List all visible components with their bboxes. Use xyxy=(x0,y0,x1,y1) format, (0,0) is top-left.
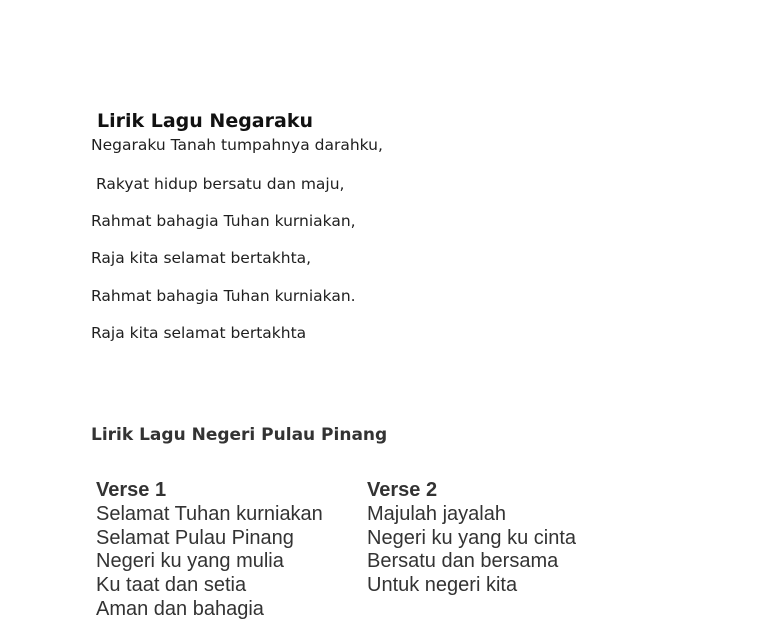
verse-heading: Verse 2 xyxy=(367,479,438,501)
negaraku-title: Lirik Lagu Negaraku xyxy=(97,110,313,132)
verse-line: Untuk negeri kita xyxy=(367,574,518,597)
verse-line: Selamat Pulau Pinang xyxy=(96,526,294,549)
verse-line: Negeri ku yang mulia xyxy=(96,550,284,573)
pulau-pinang-title: Lirik Lagu Negeri Pulau Pinang xyxy=(91,425,388,445)
negaraku-lyric-line: Rakyat hidup bersatu dan maju, xyxy=(96,175,345,193)
verse-1-block xyxy=(96,479,323,622)
verse-line: Bersatu dan bersama xyxy=(367,550,559,573)
verse-2-block xyxy=(367,479,576,598)
negaraku-lyric-line: Raja kita selamat bertakhta xyxy=(91,324,307,342)
verse-line: Selamat Tuhan kurniakan xyxy=(96,502,323,525)
negaraku-lyric-line: Rahmat bahagia Tuhan kurniakan, xyxy=(91,212,356,230)
verse-line: Aman dan bahagia xyxy=(96,597,264,620)
negaraku-lyric-line: Negaraku Tanah tumpahnya darahku, xyxy=(91,136,383,154)
verse-line: Majulah jayalah xyxy=(367,502,506,525)
verse-line: Ku taat dan setia xyxy=(96,574,247,597)
verse-heading: Verse 1 xyxy=(96,479,167,501)
negaraku-lyric-line: Raja kita selamat bertakhta, xyxy=(91,249,312,267)
verse-line: Negeri ku yang ku cinta xyxy=(367,526,577,549)
negaraku-lyric-line: Rahmat bahagia Tuhan kurniakan. xyxy=(91,287,356,305)
